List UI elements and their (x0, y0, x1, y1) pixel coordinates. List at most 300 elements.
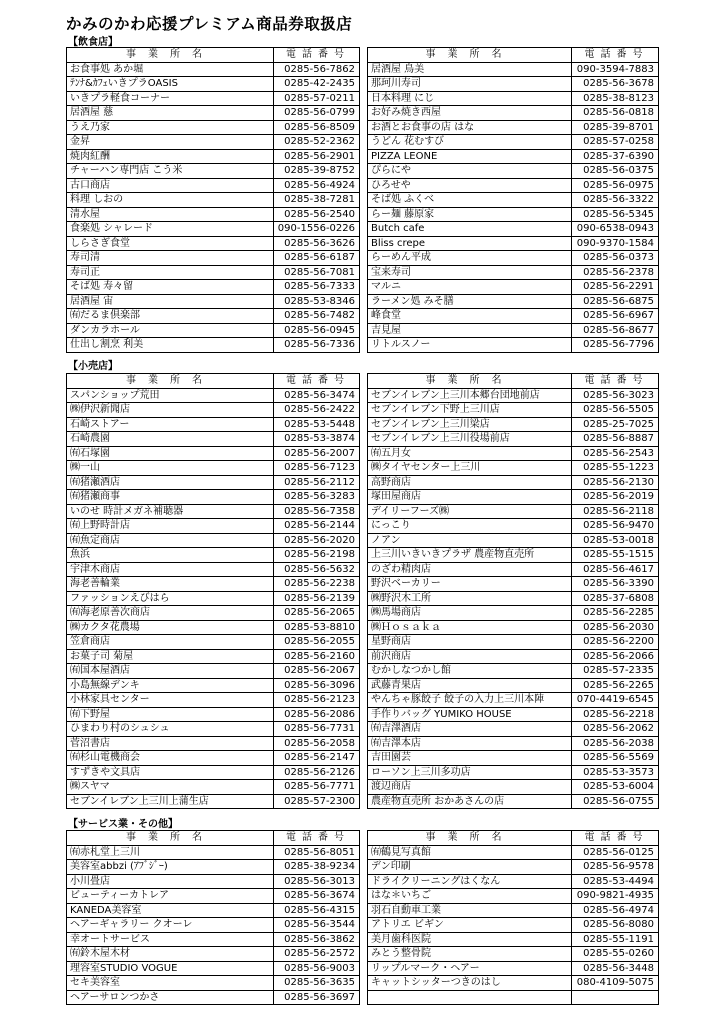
shop-phone: 0285-56-4315 (274, 903, 360, 918)
table-row (67, 62, 360, 77)
shop-phone: 0285-56-7333 (274, 280, 360, 295)
shop-phone: 0285-56-2130 (572, 475, 659, 490)
table-row (368, 918, 659, 933)
table-row (67, 976, 360, 991)
shop-name: ぴらにや (368, 164, 572, 179)
table-row (67, 562, 360, 577)
shop-name: 吉見屋 (368, 323, 572, 338)
shop-name: ヘアーギャラリー クオーレ (67, 918, 274, 933)
shop-name: 武藤青果店 (368, 678, 572, 693)
table-row (67, 149, 360, 164)
shop-name: KANEDA美容室 (67, 903, 274, 918)
shop-phone: 0285-56-3862 (274, 932, 360, 947)
table-row (67, 693, 360, 708)
column-header-phone: 電話番号 (572, 48, 659, 63)
shop-phone: 0285-56-3474 (274, 388, 360, 403)
table-row (368, 475, 659, 490)
shop-phone: 0285-56-8080 (572, 918, 659, 933)
table-row (67, 207, 360, 222)
shop-phone: 0285-56-2126 (274, 765, 360, 780)
shop-phone: 0285-56-5632 (274, 562, 360, 577)
table-row (67, 432, 360, 447)
table-row (368, 149, 659, 164)
shop-phone: 0285-56-3674 (274, 889, 360, 904)
shop-name: 美容室abbzi (ｱﾌﾞｼﾞｰ) (67, 860, 274, 875)
column-header-phone: 電話番号 (274, 48, 360, 63)
table-row (67, 294, 360, 309)
shop-name: ㈱野沢木工所 (368, 591, 572, 606)
section-heading: 【飲食店】 (68, 37, 118, 48)
table-row (67, 403, 360, 418)
table-row (368, 106, 659, 121)
column-header-name: 事業所名 (368, 374, 572, 389)
table-row (67, 280, 360, 295)
shop-phone: 0285-56-2144 (274, 519, 360, 534)
shop-phone: 0285-55-0260 (572, 947, 659, 962)
shop-phone: 0285-56-2019 (572, 490, 659, 505)
shop-phone: 0285-56-2058 (274, 736, 360, 751)
shop-name: チャーハン専門店 こう米 (67, 164, 274, 179)
shop-name: ㈲国本屋酒店 (67, 664, 274, 679)
shop-name: キャットシッターつきのはし (368, 976, 572, 991)
shop-name: 古口商店 (67, 178, 274, 193)
shop-name: ㈱Ｈｏｓａｋａ (368, 620, 572, 635)
shop-phone: 0285-55-1223 (572, 461, 659, 476)
shop-phone: 0285-56-2901 (274, 149, 360, 164)
shop-phone: 0285-56-3678 (572, 77, 659, 92)
shop-phone: 0285-53-0018 (572, 533, 659, 548)
table-header-row (67, 374, 360, 389)
shop-phone: 0285-56-7862 (274, 62, 360, 77)
table-row (67, 338, 360, 353)
table-row (67, 620, 360, 635)
table-row (368, 707, 659, 722)
shop-phone: 0285-56-3448 (572, 961, 659, 976)
table-row (368, 417, 659, 432)
shop-name (368, 990, 572, 1005)
table-row (67, 889, 360, 904)
shop-phone: 0285-56-0125 (572, 845, 659, 860)
shop-phone: 0285-56-8887 (572, 432, 659, 447)
table-header-row (368, 48, 659, 63)
shop-name: ㈲鈴木屋木材 (67, 947, 274, 962)
table-row (368, 519, 659, 534)
table-row (67, 860, 360, 875)
table-row (368, 403, 659, 418)
shop-name: マルニ (368, 280, 572, 295)
shop-phone: 0285-53-3573 (572, 765, 659, 780)
shop-phone: 0285-56-2540 (274, 207, 360, 222)
shop-name: 料理 しおの (67, 193, 274, 208)
shop-name: らー麺 藤原家 (368, 207, 572, 222)
column-header-name: 事業所名 (368, 831, 572, 846)
shop-name: らーめん平成 (368, 251, 572, 266)
table-row (368, 533, 659, 548)
table-row (67, 251, 360, 266)
table-row (368, 620, 659, 635)
column-header-name: 事業所名 (368, 48, 572, 63)
shop-name: 理容室STUDIO VOGUE (67, 961, 274, 976)
shop-phone: 0285-56-2086 (274, 707, 360, 722)
table-row (67, 106, 360, 121)
table-row (368, 294, 659, 309)
shop-phone: 0285-56-2007 (274, 446, 360, 461)
shop-phone: 0285-56-0375 (572, 164, 659, 179)
table-row (67, 504, 360, 519)
shop-name: 魚浜 (67, 548, 274, 563)
table-row (368, 461, 659, 476)
table-row (67, 918, 360, 933)
shop-name: しらさぎ食堂 (67, 236, 274, 251)
shop-phone: 0285-38-9234 (274, 860, 360, 875)
shop-name: 海老善輪業 (67, 577, 274, 592)
shop-phone: 0285-39-8701 (572, 120, 659, 135)
table-row (67, 649, 360, 664)
shop-phone: 0285-56-2123 (274, 693, 360, 708)
shop-name: ローソン上三川多功店 (368, 765, 572, 780)
column-header-name: 事業所名 (67, 48, 274, 63)
table-row (368, 591, 659, 606)
table-row (368, 338, 659, 353)
shop-phone: 0285-53-4494 (572, 874, 659, 889)
shop-name: 羽石自動車工業 (368, 903, 572, 918)
shop-phone: 090-6538-0943 (572, 222, 659, 237)
shop-name: 仕出し割烹 利美 (67, 338, 274, 353)
shop-name: ㈲海老原善次商店 (67, 606, 274, 621)
shop-phone: 0285-56-2020 (274, 533, 360, 548)
table-row (368, 635, 659, 650)
table-row (67, 135, 360, 150)
table-header-row (67, 48, 360, 63)
table-row (368, 323, 659, 338)
shop-phone: 0285-56-2265 (572, 678, 659, 693)
column-header-phone: 電話番号 (572, 374, 659, 389)
column-header-phone: 電話番号 (274, 374, 360, 389)
table-row (67, 164, 360, 179)
table-row (368, 678, 659, 693)
shop-name: ラーメン処 みそ膳 (368, 294, 572, 309)
shop-phone (572, 990, 659, 1005)
table-row (67, 446, 360, 461)
table-row (67, 606, 360, 621)
table-row (67, 91, 360, 106)
shop-name: リトルスノー (368, 338, 572, 353)
shop-phone: 0285-56-3390 (572, 577, 659, 592)
shop-name: セブンイレブン上三川梁店 (368, 417, 572, 432)
column-header-phone: 電話番号 (274, 831, 360, 846)
shop-phone: 0285-52-2362 (274, 135, 360, 150)
shop-phone: 0285-56-2198 (274, 548, 360, 563)
shop-name: ノアン (368, 533, 572, 548)
shop-name: セブンイレブン上三川役場前店 (368, 432, 572, 447)
table-row (368, 91, 659, 106)
shop-name: うえ乃家 (67, 120, 274, 135)
shop-phone: 0285-53-5448 (274, 417, 360, 432)
shop-name: 手作りバッグ YUMIKO HOUSE (368, 707, 572, 722)
shop-name: 石崎農園 (67, 432, 274, 447)
shop-phone: 0285-56-0975 (572, 178, 659, 193)
shop-name: PIZZA LEONE (368, 149, 572, 164)
column-header-name: 事業所名 (67, 374, 274, 389)
column-header-phone: 電話番号 (572, 831, 659, 846)
shop-phone: 0285-25-7025 (572, 417, 659, 432)
shop-name: アトリエ ビギン (368, 918, 572, 933)
page-title: かみのかわ応援プレミアム商品券取扱店 (66, 15, 353, 33)
shop-phone: 0285-56-2218 (572, 707, 659, 722)
table-row (67, 947, 360, 962)
table-row (368, 62, 659, 77)
shop-name: ㈲猪瀬商事 (67, 490, 274, 505)
shop-phone: 0285-56-2030 (572, 620, 659, 635)
shop-phone: 0285-38-7281 (274, 193, 360, 208)
table-row (368, 251, 659, 266)
table-row (67, 178, 360, 193)
shop-phone: 0285-39-8752 (274, 164, 360, 179)
shop-name: いきプラ軽食コーナー (67, 91, 274, 106)
table-row (368, 504, 659, 519)
table-row (368, 693, 659, 708)
shop-phone: 0285-56-6875 (572, 294, 659, 309)
table-row (67, 120, 360, 135)
shop-phone: 0285-56-2572 (274, 947, 360, 962)
table-row (67, 874, 360, 889)
shop-name: 宇津木商店 (67, 562, 274, 577)
shop-phone: 0285-55-1515 (572, 548, 659, 563)
shop-name: セブンイレブン上三川上蒲生店 (67, 794, 274, 809)
table-row (368, 903, 659, 918)
table-row (368, 765, 659, 780)
shop-name: ㈲吉澤酒店 (368, 722, 572, 737)
table-row (368, 193, 659, 208)
table-row (368, 990, 659, 1005)
table-row (368, 446, 659, 461)
shop-name: そば処 寿々留 (67, 280, 274, 295)
shop-phone: 0285-56-3635 (274, 976, 360, 991)
shop-name: ドライクリーニングはくなん (368, 874, 572, 889)
table-row (67, 533, 360, 548)
shop-name: むかしなつかし館 (368, 664, 572, 679)
shop-phone: 0285-55-1191 (572, 932, 659, 947)
shop-table-right (367, 373, 659, 809)
shop-phone: 0285-56-0373 (572, 251, 659, 266)
shop-phone: 0285-37-6390 (572, 149, 659, 164)
shop-phone: 0285-56-7771 (274, 780, 360, 795)
shop-name: うどん 花むすび (368, 135, 572, 150)
section-heading: 【小売店】 (68, 361, 118, 372)
shop-phone: 0285-56-3283 (274, 490, 360, 505)
table-row (368, 794, 659, 809)
shop-phone: 0285-56-2378 (572, 265, 659, 280)
shop-name: デン印刷 (368, 860, 572, 875)
table-row (67, 490, 360, 505)
shop-phone: 0285-56-7123 (274, 461, 360, 476)
shop-phone: 0285-56-0799 (274, 106, 360, 121)
table-row (67, 765, 360, 780)
shop-phone: 0285-56-7482 (274, 309, 360, 324)
table-header-row (368, 374, 659, 389)
shop-phone: 0285-56-3626 (274, 236, 360, 251)
shop-phone: 0285-56-3322 (572, 193, 659, 208)
shop-name: 吉田園芸 (368, 751, 572, 766)
table-row (368, 265, 659, 280)
table-row (67, 309, 360, 324)
table-row (368, 135, 659, 150)
table-row (368, 490, 659, 505)
shop-phone: 0285-56-2112 (274, 475, 360, 490)
shop-name: ㈲下野屋 (67, 707, 274, 722)
table-row (67, 707, 360, 722)
table-row (67, 77, 360, 92)
shop-name: 寿司正 (67, 265, 274, 280)
shop-name: ﾃﾝﾅ&ｶﾌｪいきプラOASIS (67, 77, 274, 92)
table-row (67, 903, 360, 918)
shop-phone: 0285-53-3874 (274, 432, 360, 447)
table-row (67, 265, 360, 280)
shop-phone: 0285-56-2422 (274, 403, 360, 418)
shop-phone: 0285-56-0818 (572, 106, 659, 121)
table-row (67, 794, 360, 809)
shop-name: 居酒屋 宙 (67, 294, 274, 309)
shop-name: ㈲杉山電機商会 (67, 751, 274, 766)
shop-name: 食楽処 シャレード (67, 222, 274, 237)
shop-phone: 0285-56-2285 (572, 606, 659, 621)
shop-name: ヘアーサロンつかさ (67, 990, 274, 1005)
column-header-name: 事業所名 (67, 831, 274, 846)
shop-name: ひろせや (368, 178, 572, 193)
shop-phone: 0285-56-2291 (572, 280, 659, 295)
shop-phone: 0285-56-2543 (572, 446, 659, 461)
shop-name: 金昇 (67, 135, 274, 150)
table-header-row (368, 831, 659, 846)
table-row (368, 164, 659, 179)
table-row (368, 606, 659, 621)
shop-name: 日本料理 にじ (368, 91, 572, 106)
shop-name: ㈱スヤマ (67, 780, 274, 795)
table-row (67, 678, 360, 693)
shop-name: ㈲石塚園 (67, 446, 274, 461)
table-row (368, 736, 659, 751)
shop-name: ㈱タイヤセンター上三川 (368, 461, 572, 476)
shop-phone: 0285-56-2065 (274, 606, 360, 621)
shop-phone: 0285-56-2066 (572, 649, 659, 664)
table-row (368, 932, 659, 947)
table-row (368, 432, 659, 447)
shop-phone: 0285-56-2160 (274, 649, 360, 664)
shop-phone: 0285-56-5345 (572, 207, 659, 222)
shop-name: 野沢ベーカリー (368, 577, 572, 592)
shop-phone: 0285-53-6004 (572, 780, 659, 795)
shop-phone: 070-4419-6545 (572, 693, 659, 708)
shop-name: 星野商店 (368, 635, 572, 650)
shop-name: ㈲だるま倶楽部 (67, 309, 274, 324)
shop-name: 美月歯科医院 (368, 932, 572, 947)
shop-phone: 0285-56-7796 (572, 338, 659, 353)
shop-phone: 0285-56-4924 (274, 178, 360, 193)
table-row (368, 562, 659, 577)
shop-name: 那珂川寿司 (368, 77, 572, 92)
shop-name: やんちゃ豚餃子 餃子の入力上三川本陣 (368, 693, 572, 708)
table-row (368, 947, 659, 962)
shop-name: 笠倉商店 (67, 635, 274, 650)
shop-name: 小川畳店 (67, 874, 274, 889)
shop-phone: 0285-56-8051 (274, 845, 360, 860)
shop-table-right (367, 47, 659, 353)
table-row (67, 961, 360, 976)
table-row (368, 222, 659, 237)
shop-phone: 0285-42-2435 (274, 77, 360, 92)
shop-phone: 0285-56-3544 (274, 918, 360, 933)
shop-name: お菓子司 菊屋 (67, 649, 274, 664)
shop-name: ㈲吉澤本店 (368, 736, 572, 751)
shop-phone: 0285-56-2062 (572, 722, 659, 737)
table-row (368, 889, 659, 904)
shop-phone: 0285-56-7731 (274, 722, 360, 737)
shop-name: 寿司清 (67, 251, 274, 266)
shop-name: いのせ 時計メガネ補聴器 (67, 504, 274, 519)
table-row (368, 751, 659, 766)
shop-name: 居酒屋 慈 (67, 106, 274, 121)
shop-name: 宝来寿司 (368, 265, 572, 280)
table-row (67, 664, 360, 679)
shop-name: ㈲赤札堂上三川 (67, 845, 274, 860)
table-row (67, 845, 360, 860)
shop-phone: 0285-56-4617 (572, 562, 659, 577)
shop-phone: 0285-56-4974 (572, 903, 659, 918)
shop-name: ㈱馬場商店 (368, 606, 572, 621)
shop-phone: 0285-56-3096 (274, 678, 360, 693)
shop-phone: 0285-56-2118 (572, 504, 659, 519)
table-row (67, 780, 360, 795)
shop-phone: 0285-56-3697 (274, 990, 360, 1005)
shop-phone: 0285-56-3013 (274, 874, 360, 889)
table-row (67, 751, 360, 766)
shop-phone: 0285-56-2055 (274, 635, 360, 650)
shop-name: 渡辺商店 (368, 780, 572, 795)
shop-phone: 0285-56-7336 (274, 338, 360, 353)
shop-name: セブンイレブン上三川本郷台団地前店 (368, 388, 572, 403)
shop-phone: 0285-56-2200 (572, 635, 659, 650)
shop-name: リップルマーク・ヘアー (368, 961, 572, 976)
table-row (67, 519, 360, 534)
shop-name: すずきや文具店 (67, 765, 274, 780)
shop-phone: 0285-37-6808 (572, 591, 659, 606)
shop-name: 小島無線デンキ (67, 678, 274, 693)
shop-name: 農産物直売所 おかあさんの店 (368, 794, 572, 809)
shop-name: ㈲魚定商店 (67, 533, 274, 548)
shop-name: セブンイレブン下野上三川店 (368, 403, 572, 418)
shop-name: お酒とお食事の店 はな (368, 120, 572, 135)
table-row (67, 388, 360, 403)
shop-phone: 0285-57-0211 (274, 91, 360, 106)
shop-phone: 0285-38-8123 (572, 91, 659, 106)
shop-phone: 090-1556-0226 (274, 222, 360, 237)
shop-phone: 090-9370-1584 (572, 236, 659, 251)
shop-name: ㈱伊沢新聞店 (67, 403, 274, 418)
shop-table-right (367, 830, 659, 1005)
table-row (368, 780, 659, 795)
shop-name: ファッションえびはら (67, 591, 274, 606)
shop-name: みとう整骨院 (368, 947, 572, 962)
shop-name: ダンカラホール (67, 323, 274, 338)
shop-name: お好み焼き西屋 (368, 106, 572, 121)
table-row (67, 932, 360, 947)
table-row (368, 548, 659, 563)
shop-phone: 0285-56-2139 (274, 591, 360, 606)
table-row (67, 635, 360, 650)
table-row (67, 323, 360, 338)
shop-phone: 0285-57-2300 (274, 794, 360, 809)
table-row (67, 736, 360, 751)
